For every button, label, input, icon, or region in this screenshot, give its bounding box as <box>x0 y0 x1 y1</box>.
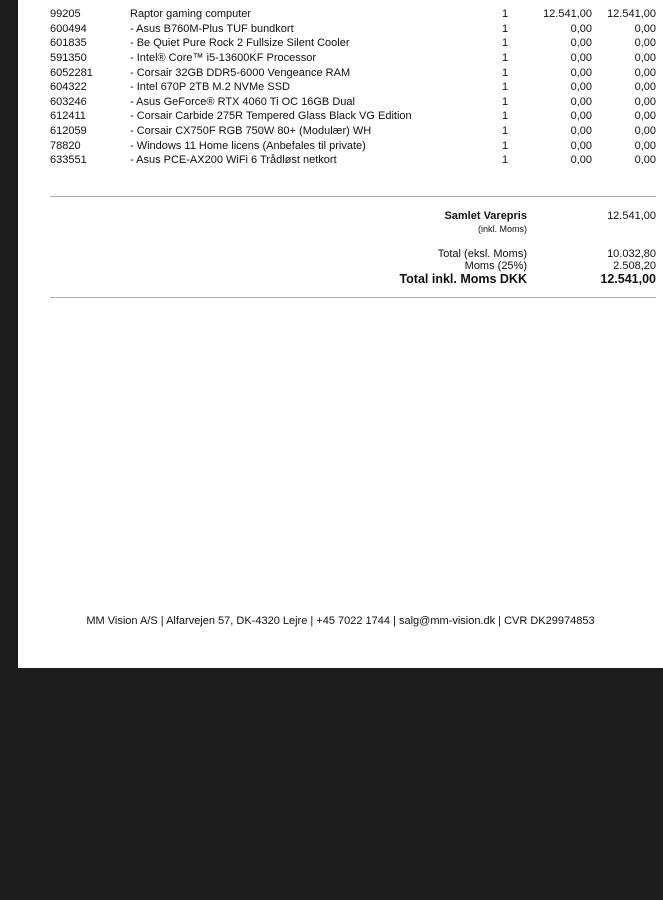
item-line-total: 0,00 <box>634 51 656 64</box>
item-unit-price: 12.541,00 <box>543 8 592 20</box>
moms-value: 2.508,20 <box>613 260 656 272</box>
item-unit-price: 0,00 <box>570 139 592 152</box>
item-description: Raptor gaming computer <box>130 8 252 20</box>
table-row <box>50 153 656 168</box>
item-description: - Intel 670P 2TB M.2 NVMe SSD <box>130 81 290 94</box>
item-unit-price: 0,00 <box>570 66 592 79</box>
total-incl-value: 12.541,00 <box>600 272 656 286</box>
item-description: - Asus PCE-AX200 WiFi 6 Trådløst netkort <box>130 154 337 167</box>
item-description: - Corsair Carbide 275R Tempered Glass Black VG Edition <box>130 110 412 123</box>
item-description: - Corsair CX750F RGB 750W 80+ (Modulær) WH <box>130 125 372 138</box>
item-number: 612059 <box>50 125 87 138</box>
item-quantity: 1 <box>501 154 509 167</box>
item-line-total: 0,00 <box>634 37 656 50</box>
invoice-page <box>18 0 663 668</box>
samlet-varepris-value: 12.541,00 <box>607 210 656 222</box>
item-line-total: 0,00 <box>634 95 656 108</box>
samlet-varepris-sublabel: (inkl. Moms) <box>478 224 527 234</box>
item-number: 600494 <box>50 22 87 35</box>
item-line-total: 0,00 <box>634 139 656 152</box>
item-number: 99205 <box>50 8 81 20</box>
item-number: 601835 <box>50 37 87 50</box>
item-description: - Windows 11 Home licens (Anbefales til private) <box>130 139 366 152</box>
item-quantity: 1 <box>501 8 509 20</box>
item-quantity: 1 <box>501 125 509 138</box>
item-number: 78820 <box>50 139 81 152</box>
table-row <box>50 80 656 95</box>
item-line-total: 0,00 <box>634 125 656 138</box>
table-row <box>50 139 656 154</box>
order-lines-table <box>50 0 656 168</box>
item-unit-price: 0,00 <box>570 95 592 108</box>
item-description: - Corsair 32GB DDR5-6000 Vengeance RAM <box>130 66 351 79</box>
item-quantity: 1 <box>501 66 509 79</box>
table-row <box>50 7 656 22</box>
company-footer: MM Vision A/S | Alfarvejen 57, DK-4320 Lejre | +45 7022 1744 | salg@mm-vision.dk | CVR DK29974853 <box>86 615 595 627</box>
item-line-total: 12.541,00 <box>607 8 656 20</box>
moms-label: Moms (25%) <box>464 260 527 272</box>
item-line-total: 0,00 <box>634 81 656 94</box>
total-incl-label: Total inkl. Moms DKK <box>399 272 527 286</box>
item-unit-price: 0,00 <box>570 22 592 35</box>
item-line-total: 0,00 <box>634 66 656 79</box>
total-excl-value: 10.032,80 <box>607 248 656 260</box>
item-line-total: 0,00 <box>634 154 656 167</box>
table-row <box>50 36 656 51</box>
table-row <box>50 51 656 66</box>
item-description: - Asus GeForce® RTX 4060 Ti OC 16GB Dual <box>130 95 355 108</box>
item-quantity: 1 <box>501 81 509 94</box>
item-number: 603246 <box>50 95 87 108</box>
item-quantity: 1 <box>501 110 509 123</box>
item-number: 612411 <box>50 110 86 123</box>
item-line-total: 0,00 <box>634 110 656 123</box>
item-quantity: 1 <box>501 139 509 152</box>
summary-divider-top <box>50 196 656 197</box>
item-description: - Intel® Core™ i5-13600KF Processor <box>130 51 317 64</box>
item-quantity: 1 <box>501 22 509 35</box>
item-unit-price: 0,00 <box>570 81 592 94</box>
item-unit-price: 0,00 <box>570 37 592 50</box>
summary-divider-bottom <box>50 297 656 298</box>
item-quantity: 1 <box>501 37 509 50</box>
table-row <box>50 124 656 139</box>
table-row <box>50 22 656 37</box>
item-unit-price: 0,00 <box>570 110 592 123</box>
item-description: - Asus B760M-Plus TUF bundkort <box>130 22 294 35</box>
item-unit-price: 0,00 <box>570 125 592 138</box>
item-number: 633551 <box>50 154 87 167</box>
item-description: - Be Quiet Pure Rock 2 Fullsize Silent Cooler <box>130 37 350 50</box>
total-excl-label: Total (eksl. Moms) <box>437 248 527 260</box>
samlet-varepris-label: Samlet Varepris <box>444 210 527 222</box>
item-line-total: 0,00 <box>634 22 656 35</box>
item-number: 591350 <box>50 51 87 64</box>
table-row <box>50 95 656 110</box>
table-row <box>50 109 656 124</box>
item-unit-price: 0,00 <box>570 154 592 167</box>
item-quantity: 1 <box>501 95 509 108</box>
item-quantity: 1 <box>501 51 509 64</box>
table-row <box>50 66 656 81</box>
item-number: 604322 <box>50 81 87 94</box>
item-number: 6052281 <box>50 66 93 79</box>
item-unit-price: 0,00 <box>570 51 592 64</box>
